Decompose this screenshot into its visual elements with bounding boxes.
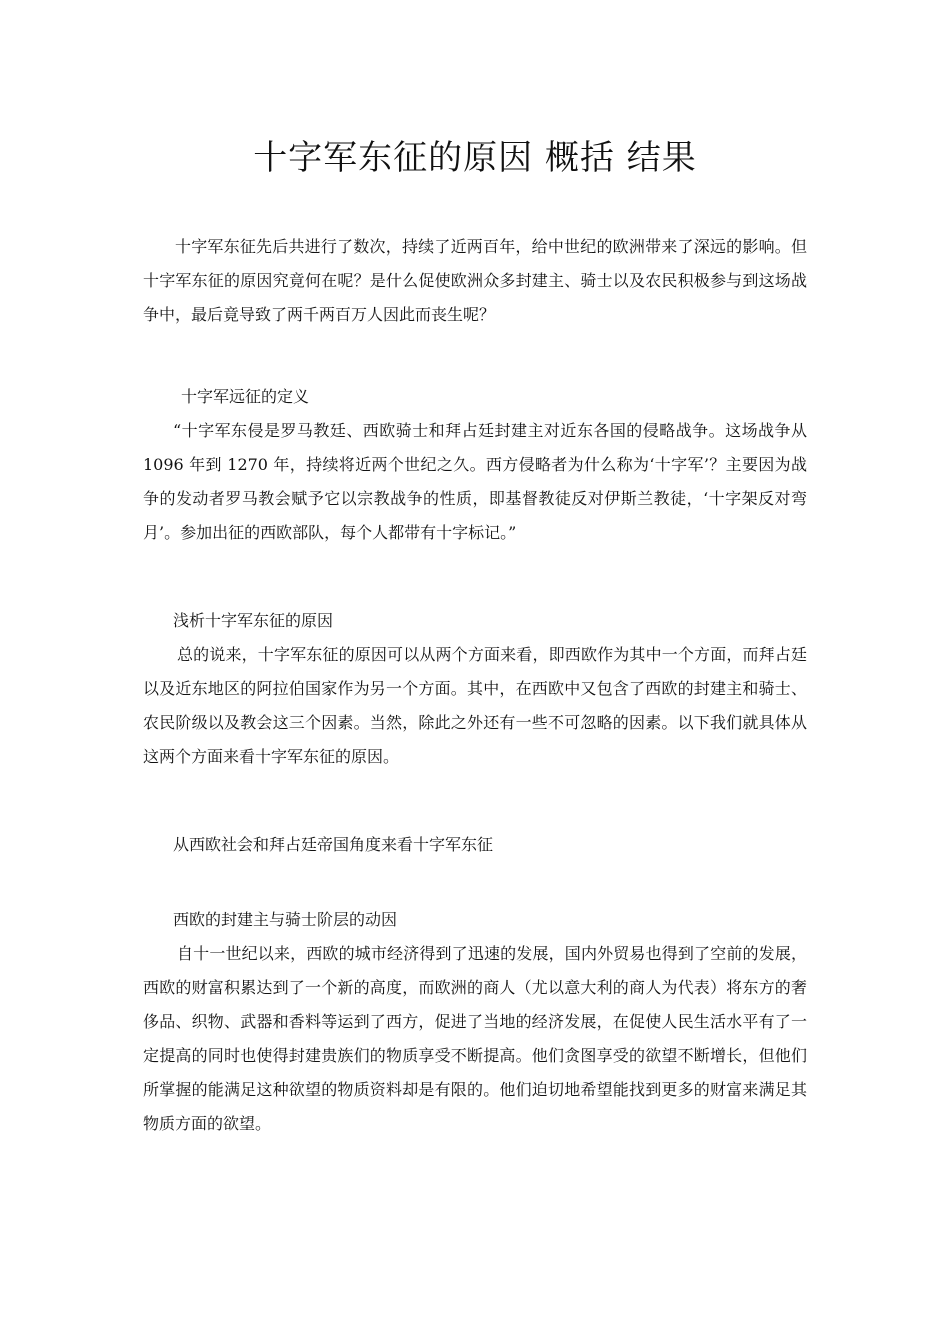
page-title: 十字军东征的原因 概括 结果 <box>253 138 697 178</box>
feudal-paragraph: 自十一世纪以来，西欧的城市经济得到了迅速的发展，国内外贸易也得到了空前的发展，西欧的财富积累达到了一个新的高度，而欧洲的商人（尤以意大利的商人为代表）将东方的奢侈品、织物、武器和香料等运到了西方，促进了当地的经济发展，在促使人民生活水平有了一定提高的同时也使得封建贵族们的物质享受不断提高。他们贪图享受的欲望不断增长，但他们所掌握的能满足这种欲望的物质资料却是有限的。他们迫切地希望能找到更多的财富来满足其物质方面的欲望。 <box>143 944 807 1133</box>
perspective-heading: 从西欧社会和拜占廷帝国角度来看十字军东征 <box>173 835 494 854</box>
intro-paragraph: 十字军东征先后共进行了数次，持续了近两百年，给中世纪的欧洲带来了深远的影响。但十字军东征的原因究竟何在呢？是什么促使欧洲众多封建主、骑士以及农民积极参与到这场战争中，最后竟导致了两千两百万人因此而丧生呢？ <box>143 237 807 324</box>
causes-heading: 浅析十字军东征的原因 <box>173 611 334 630</box>
feudal-heading: 西欧的封建主与骑士阶层的动因 <box>173 910 398 929</box>
definition-paragraph: “十字军东侵是罗马教廷、西欧骑士和拜占廷封建主对近东各国的侵略战争。这场战争从 1096 年到 1270 年，持续将近两个世纪之久。西方侵略者为什么称为‘十字军’？主要因为战争的发动者罗马教会赋予它以宗教战争的性质，即基督教徒反对伊斯兰教徒，‘十字架反对弯月’。参加出征的西欧部队，每个人都带有十字标记。” <box>143 421 807 542</box>
causes-paragraph: 总的说来，十字军东征的原因可以从两个方面来看，即西欧作为其中一个方面，而拜占廷以及近东地区的阿拉伯国家作为另一个方面。其中，在西欧中又包含了西欧的封建主和骑士、农民阶级以及教会这三个因素。当然，除此之外还有一些不可忽略的因素。以下我们就具体从这两个方面来看十字军东征的原因。 <box>143 645 807 766</box>
definition-heading: 十字军远征的定义 <box>181 387 310 406</box>
